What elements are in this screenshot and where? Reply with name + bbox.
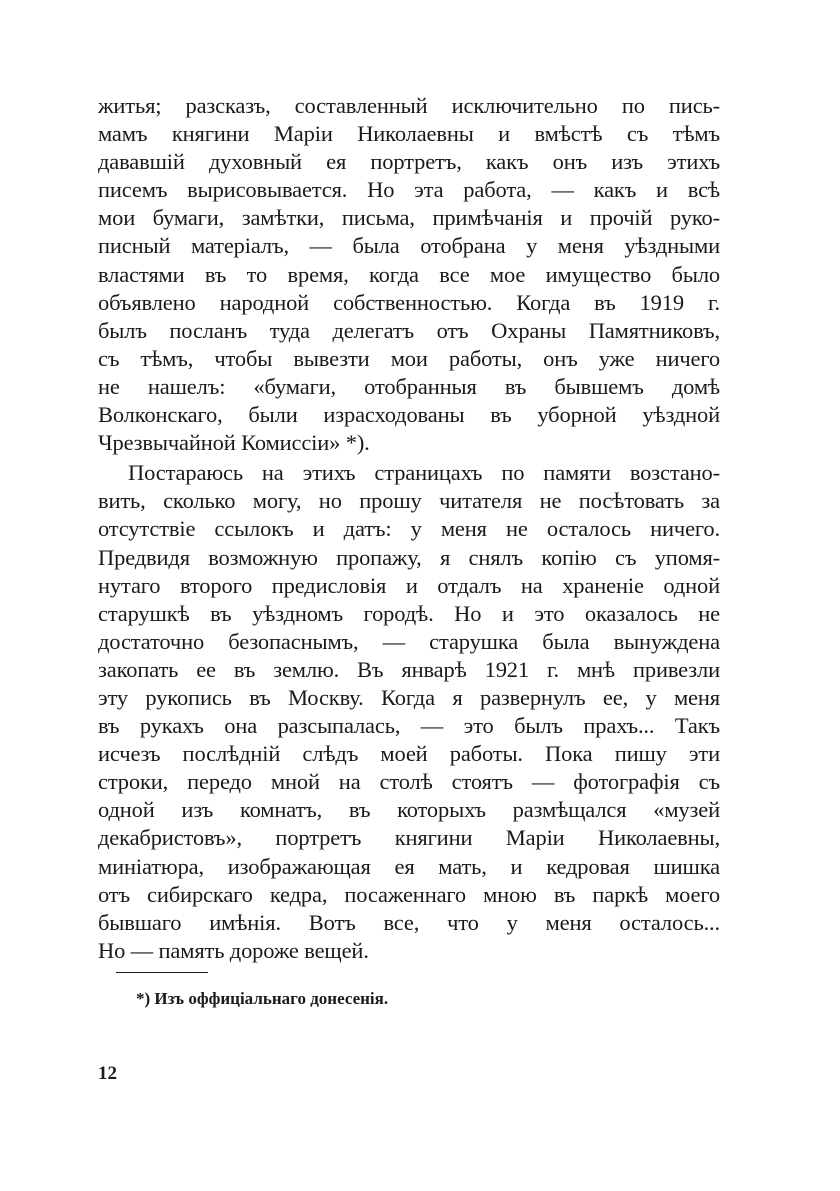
- text-line: Но — память дороже вещей.: [98, 937, 369, 963]
- text-line: строки, передо мной на столѣ стоятъ — фотографія съ: [98, 769, 720, 795]
- text-line: достаточно безопаснымъ, — старушка была вынуждена: [98, 628, 720, 654]
- text-line: писемъ вырисовывается. Но эта работа, — какъ и всѣ: [98, 177, 720, 203]
- text-line: въ рукахъ она разсыпалась, — это былъ прахъ... Такъ: [98, 713, 720, 739]
- text-line: Волконскаго, были израсходованы въ уборной уѣздной: [98, 402, 720, 428]
- text-line: Постараюсь на этихъ страницахъ по памяти возстано-: [128, 460, 720, 486]
- text-line: властями въ то время, когда все мое имущество было: [98, 261, 720, 287]
- text-line: былъ посланъ туда делегатъ отъ Охраны Памятниковъ,: [98, 317, 720, 343]
- book-page: [98, 92, 720, 1132]
- paragraph: [98, 92, 720, 457]
- text-line: вить, сколько могу, но прошу читателя не посѣтовать за: [98, 488, 720, 514]
- footnote: *) Изъ оффиціальнаго донесенія.: [136, 989, 389, 1008]
- text-line: отъ сибирскаго кедра, посаженнаго мною въ паркѣ моего: [98, 881, 720, 907]
- text-line: исчезъ послѣдній слѣдъ моей работы. Пока пишу эти: [98, 741, 720, 767]
- text-line: декабристовъ», портретъ княгини Маріи Николаевны,: [98, 825, 720, 851]
- text-line: дававшій духовный ея портретъ, какъ онъ изъ этихъ: [98, 149, 720, 175]
- paragraph: [98, 459, 720, 965]
- text-line: отсутствіе ссылокъ и датъ: у меня не осталось ничего.: [98, 516, 720, 542]
- text-line: мамъ княгини Маріи Николаевны и вмѣстѣ съ тѣмъ: [98, 121, 720, 147]
- text-line: старушкѣ въ уѣздномъ городѣ. Но и это оказалось не: [98, 600, 720, 626]
- text-line: одной изъ комнатъ, въ которыхъ размѣщался «музей: [98, 797, 720, 823]
- text-line: мои бумаги, замѣтки, письма, примѣчанія и прочій руко-: [98, 205, 720, 231]
- text-line: бывшаго имѣнія. Вотъ все, что у меня осталось...: [98, 909, 720, 935]
- text-line: нутаго второго предисловія и отдалъ на храненіе одной: [98, 572, 720, 598]
- text-line: миніатюра, изображающая ея мать, и кедровая шишка: [98, 853, 720, 879]
- text-line: объявлено народной собственностью. Когда въ 1919 г.: [98, 289, 720, 315]
- text-line: не нашелъ: «бумаги, отобранныя въ бывшемъ домѣ: [98, 373, 720, 399]
- page-number: 12: [98, 1063, 117, 1084]
- text-line: съ тѣмъ, чтобы вывезти мои работы, онъ уже ничего: [98, 345, 720, 371]
- footnote-divider: [116, 972, 208, 973]
- text-line: закопать ее въ землю. Въ январѣ 1921 г. мнѣ привезли: [98, 656, 720, 682]
- text-line: Чрезвычайной Комиссіи» *).: [98, 430, 370, 456]
- text-line: Предвидя возможную пропажу, я снялъ копію съ упомя-: [98, 544, 720, 570]
- text-line: писный матеріалъ, — была отобрана у меня уѣздными: [98, 233, 720, 259]
- text-line: житья; разсказъ, составленный исключительно по пись-: [98, 93, 720, 118]
- text-line: эту рукопись въ Москву. Когда я развернулъ ее, у меня: [98, 684, 720, 710]
- body-text: [98, 92, 720, 965]
